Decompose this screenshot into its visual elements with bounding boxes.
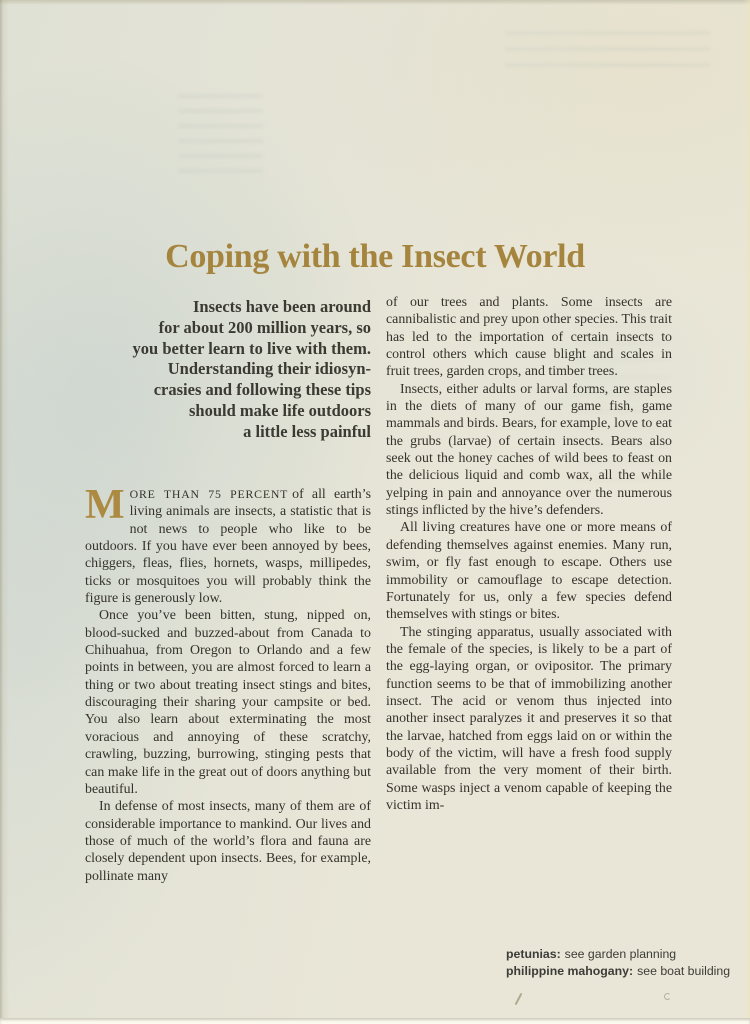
index-term: petunias: bbox=[506, 947, 561, 961]
lead-paragraph bbox=[85, 482, 371, 607]
body-paragraph: The stinging apparatus, usually associated with the female of the species, is likely to be a part of the egg-laying organ, or ovipositor. The primary function seems to be that of immobilizing another insect. The acid or venom thus injected into another insect paralyzes it and preserves it so that the larvae, hatched from eggs laid on or within the body of the victim, will have a fresh food supply available from the very moment of their birth. Some wasps inject a venom capable of keeping the victim im- bbox=[386, 624, 672, 813]
index-definition: see garden planning bbox=[564, 947, 677, 961]
intro-line: a little less painful bbox=[243, 421, 371, 441]
intro-line: Insects have been around bbox=[192, 297, 371, 316]
body-paragraph: of our trees and plants. Some insects are cannibalistic and prey upon other species. This trait has led to the importation of certain insects to control others which cause blight and scales in fruit trees, garden crops, and timber trees. bbox=[386, 295, 672, 380]
intro-line: Understanding their idiosyn- bbox=[167, 359, 371, 379]
lead-text: of all earth’s living animals are insects, a statistic that is not news to people who like to be outdoors. If you have ever been annoyed by bees, chiggers, fleas, flies, hornets, wasps, millipedes, ticks or mosquitoes you will probably think the figure is generously low. bbox=[85, 487, 371, 607]
index-entry bbox=[506, 946, 730, 963]
body-paragraph: Once you’ve been bitten, stung, nipped on, blood-sucked and buzzed-about from Canada to Chihuahua, from Oregon to Orlando and a few points in between, you are almost forced to learn a thing or two about treating insect stings and bites, discouraging their sharing your campsite or bed. You also learn about exterminating the most voracious and annoying of these scratchy, crawling, buzzing, burrowing, stinging pests that can make life in the great out of doors anything but beautiful. bbox=[85, 608, 371, 797]
intro-line: should make life outdoors bbox=[189, 400, 371, 420]
left-column bbox=[85, 482, 371, 885]
body-paragraph: Insects, either adults or larval forms, are staples in the diets of many of our game fish, game mammals and birds. Bears, for example, love to eat the grubs (larvae) of certain insects. Bears also seek out the honey caches of wild bees to feast on the delicious liquid and comb wax, all the while yelping in pain and annoyance over the numerous stings inflicted by the hive’s defenders. bbox=[386, 381, 672, 519]
page-left-edge bbox=[0, 0, 9, 1018]
index-term: philippine mahogany: bbox=[506, 964, 634, 978]
page-right-edge bbox=[743, 0, 750, 1018]
page-top-edge bbox=[0, 0, 750, 5]
intro-line: for about 200 million years, so bbox=[158, 317, 371, 337]
next-page-edge bbox=[0, 1018, 750, 1024]
lead-smallcaps: ORE THAN 75 PERCENT bbox=[129, 487, 289, 501]
index-entry bbox=[506, 963, 730, 980]
body-paragraph: In defense of most insects, many of them are of considerable importance to mankind. Our lives and those of much of the world’s flora and fauna are closely dependent upon insects. Bees, for example, pollinate many bbox=[85, 799, 371, 884]
intro-line: you better learn to live with them. bbox=[132, 338, 371, 358]
article-intro bbox=[85, 297, 371, 443]
index-definition: see boat building bbox=[637, 964, 731, 978]
article-title: Coping with the Insect World bbox=[165, 238, 585, 275]
dropcap-letter: M bbox=[85, 482, 125, 528]
intro-line: crasies and following these tips bbox=[153, 380, 371, 400]
right-column bbox=[386, 294, 672, 814]
paper-speck bbox=[664, 993, 671, 1000]
index-footer bbox=[506, 946, 730, 980]
body-paragraph: All living creatures have one or more means of defending themselves against enemies. Many run, swim, or fly fast enough to escape. Others use immobility or camouflage to escape detection. Fortunately for us, only a few species defend themselves with stings or bites. bbox=[386, 520, 672, 623]
